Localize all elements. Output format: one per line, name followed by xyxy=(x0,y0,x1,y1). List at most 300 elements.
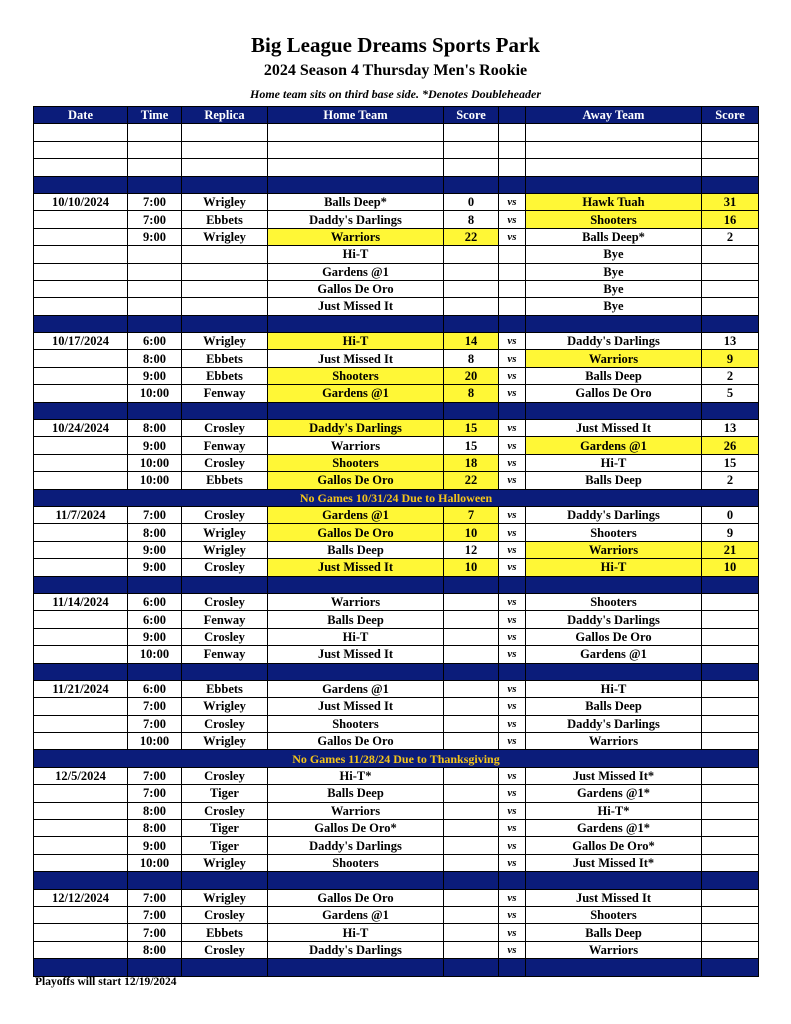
col-header-home-team: Home Team xyxy=(268,107,444,124)
home-score xyxy=(444,698,499,715)
blank-row xyxy=(34,159,759,176)
notice-row xyxy=(34,489,759,506)
away-score xyxy=(702,646,759,663)
empty-cell xyxy=(702,576,759,593)
game-date xyxy=(34,524,128,541)
replica-field: Fenway xyxy=(182,437,268,454)
game-date xyxy=(34,298,128,315)
vs-label: vs xyxy=(499,802,526,819)
empty-cell xyxy=(499,176,526,193)
home-team: Just Missed It xyxy=(268,646,444,663)
empty-cell xyxy=(34,315,128,332)
away-team: Daddy's Darlings xyxy=(526,333,702,350)
empty-cell xyxy=(526,663,702,680)
game-row xyxy=(34,611,759,628)
game-time: 9:00 xyxy=(128,837,182,854)
game-time: 10:00 xyxy=(128,733,182,750)
replica-field: Crosley xyxy=(182,454,268,471)
home-team: Hi-T* xyxy=(268,767,444,784)
home-team: Gardens @1 xyxy=(268,906,444,923)
game-time: 6:00 xyxy=(128,593,182,610)
blank-row xyxy=(34,124,759,141)
game-date: 11/21/2024 xyxy=(34,680,128,697)
home-score xyxy=(444,593,499,610)
empty-cell xyxy=(182,959,268,976)
game-date xyxy=(34,437,128,454)
home-team: Daddy's Darlings xyxy=(268,837,444,854)
empty-cell xyxy=(444,159,499,176)
away-score xyxy=(702,628,759,645)
empty-cell xyxy=(702,663,759,680)
game-date xyxy=(34,541,128,558)
playoffs-footer: Playoffs will start 12/19/2024 xyxy=(35,976,177,988)
home-team: Gallos De Oro xyxy=(268,889,444,906)
empty-cell xyxy=(526,959,702,976)
empty-cell xyxy=(444,576,499,593)
home-score xyxy=(444,906,499,923)
home-team: Daddy's Darlings xyxy=(268,941,444,958)
empty-cell xyxy=(182,576,268,593)
game-time: 7:00 xyxy=(128,193,182,210)
vs-label: vs xyxy=(499,611,526,628)
replica-field: Tiger xyxy=(182,820,268,837)
away-score xyxy=(702,889,759,906)
home-score xyxy=(444,785,499,802)
empty-cell xyxy=(128,176,182,193)
empty-cell xyxy=(526,576,702,593)
home-score: 10 xyxy=(444,559,499,576)
replica-field xyxy=(182,298,268,315)
game-time xyxy=(128,298,182,315)
game-date xyxy=(34,472,128,489)
away-team: Hi-T* xyxy=(526,802,702,819)
game-date xyxy=(34,906,128,923)
game-time: 6:00 xyxy=(128,333,182,350)
home-team: Gallos De Oro xyxy=(268,280,444,297)
empty-cell xyxy=(702,315,759,332)
away-team: Just Missed It* xyxy=(526,767,702,784)
away-score xyxy=(702,941,759,958)
home-score xyxy=(444,628,499,645)
away-score: 16 xyxy=(702,211,759,228)
empty-cell xyxy=(182,124,268,141)
replica-field: Wrigley xyxy=(182,193,268,210)
away-team: Bye xyxy=(526,263,702,280)
away-score: 15 xyxy=(702,454,759,471)
col-header-home-score: Score xyxy=(444,107,499,124)
game-time: 7:00 xyxy=(128,889,182,906)
empty-cell xyxy=(268,141,444,158)
empty-cell xyxy=(182,315,268,332)
game-time: 10:00 xyxy=(128,385,182,402)
separator-row xyxy=(34,176,759,193)
game-row xyxy=(34,785,759,802)
game-time: 9:00 xyxy=(128,437,182,454)
game-row xyxy=(34,820,759,837)
home-score xyxy=(444,854,499,871)
away-score xyxy=(702,733,759,750)
game-row xyxy=(34,593,759,610)
away-score xyxy=(702,924,759,941)
empty-cell xyxy=(702,872,759,889)
game-date xyxy=(34,785,128,802)
empty-cell xyxy=(444,959,499,976)
replica-field: Ebbets xyxy=(182,924,268,941)
away-score xyxy=(702,767,759,784)
vs-label: vs xyxy=(499,559,526,576)
away-team: Shooters xyxy=(526,906,702,923)
replica-field: Wrigley xyxy=(182,889,268,906)
home-team: Warriors xyxy=(268,593,444,610)
vs-label: vs xyxy=(499,211,526,228)
empty-cell xyxy=(444,176,499,193)
empty-cell xyxy=(34,124,128,141)
empty-cell xyxy=(128,315,182,332)
empty-cell xyxy=(499,315,526,332)
game-date xyxy=(34,646,128,663)
home-team: Daddy's Darlings xyxy=(268,211,444,228)
game-time: 9:00 xyxy=(128,628,182,645)
empty-cell xyxy=(702,959,759,976)
home-score: 22 xyxy=(444,472,499,489)
game-time: 8:00 xyxy=(128,350,182,367)
home-team: Gallos De Oro xyxy=(268,524,444,541)
home-score: 8 xyxy=(444,211,499,228)
away-team: Bye xyxy=(526,280,702,297)
replica-field: Wrigley xyxy=(182,698,268,715)
away-team: Daddy's Darlings xyxy=(526,611,702,628)
home-score: 10 xyxy=(444,524,499,541)
home-score xyxy=(444,767,499,784)
game-row xyxy=(34,802,759,819)
vs-label: vs xyxy=(499,715,526,732)
game-time: 10:00 xyxy=(128,646,182,663)
home-team: Gardens @1 xyxy=(268,680,444,697)
vs-label: vs xyxy=(499,889,526,906)
game-date xyxy=(34,628,128,645)
vs-label xyxy=(499,298,526,315)
replica-field: Fenway xyxy=(182,385,268,402)
empty-cell xyxy=(499,141,526,158)
col-header-vs xyxy=(499,107,526,124)
game-row xyxy=(34,211,759,228)
replica-field: Wrigley xyxy=(182,733,268,750)
home-team: Just Missed It xyxy=(268,559,444,576)
vs-label: vs xyxy=(499,820,526,837)
away-score: 0 xyxy=(702,506,759,523)
empty-cell xyxy=(499,576,526,593)
away-team: Warriors xyxy=(526,541,702,558)
game-date xyxy=(34,228,128,245)
empty-cell xyxy=(128,402,182,419)
home-score xyxy=(444,802,499,819)
separator-row xyxy=(34,402,759,419)
vs-label: vs xyxy=(499,454,526,471)
empty-cell xyxy=(182,159,268,176)
game-date: 10/10/2024 xyxy=(34,193,128,210)
game-date xyxy=(34,698,128,715)
game-time: 10:00 xyxy=(128,454,182,471)
away-team: Shooters xyxy=(526,524,702,541)
game-time: 8:00 xyxy=(128,941,182,958)
empty-cell xyxy=(444,402,499,419)
vs-label xyxy=(499,263,526,280)
empty-cell xyxy=(702,141,759,158)
game-time: 6:00 xyxy=(128,680,182,697)
home-score: 20 xyxy=(444,367,499,384)
vs-label: vs xyxy=(499,593,526,610)
vs-label: vs xyxy=(499,350,526,367)
vs-label: vs xyxy=(499,733,526,750)
replica-field: Fenway xyxy=(182,611,268,628)
away-score xyxy=(702,698,759,715)
game-date xyxy=(34,211,128,228)
home-score xyxy=(444,733,499,750)
separator-row xyxy=(34,315,759,332)
empty-cell xyxy=(128,959,182,976)
away-team: Balls Deep* xyxy=(526,228,702,245)
game-date: 11/7/2024 xyxy=(34,506,128,523)
empty-cell xyxy=(499,959,526,976)
home-team: Shooters xyxy=(268,715,444,732)
home-score xyxy=(444,941,499,958)
empty-cell xyxy=(34,663,128,680)
empty-cell xyxy=(268,176,444,193)
vs-label: vs xyxy=(499,837,526,854)
away-score xyxy=(702,611,759,628)
game-row xyxy=(34,906,759,923)
game-row xyxy=(34,333,759,350)
home-score xyxy=(444,680,499,697)
empty-cell xyxy=(444,872,499,889)
away-team: Gardens @1 xyxy=(526,437,702,454)
home-team: Just Missed It xyxy=(268,298,444,315)
empty-cell xyxy=(444,315,499,332)
empty-cell xyxy=(182,141,268,158)
away-score: 13 xyxy=(702,420,759,437)
empty-cell xyxy=(499,159,526,176)
empty-cell xyxy=(702,176,759,193)
game-time: 8:00 xyxy=(128,820,182,837)
game-date xyxy=(34,559,128,576)
empty-cell xyxy=(128,124,182,141)
away-team: Daddy's Darlings xyxy=(526,506,702,523)
away-team: Gardens @1* xyxy=(526,820,702,837)
empty-cell xyxy=(526,124,702,141)
game-date xyxy=(34,280,128,297)
game-date xyxy=(34,820,128,837)
away-score xyxy=(702,785,759,802)
empty-cell xyxy=(128,663,182,680)
home-score xyxy=(444,263,499,280)
game-time: 9:00 xyxy=(128,541,182,558)
replica-field: Ebbets xyxy=(182,350,268,367)
game-date xyxy=(34,924,128,941)
home-team: Hi-T xyxy=(268,333,444,350)
away-score xyxy=(702,854,759,871)
home-team: Balls Deep xyxy=(268,611,444,628)
away-score xyxy=(702,263,759,280)
replica-field: Crosley xyxy=(182,628,268,645)
game-time xyxy=(128,280,182,297)
game-date xyxy=(34,350,128,367)
game-time: 7:00 xyxy=(128,715,182,732)
empty-cell xyxy=(268,872,444,889)
empty-cell xyxy=(182,663,268,680)
away-score: 10 xyxy=(702,559,759,576)
separator-row xyxy=(34,959,759,976)
empty-cell xyxy=(444,663,499,680)
replica-field xyxy=(182,280,268,297)
game-row xyxy=(34,941,759,958)
vs-label xyxy=(499,246,526,263)
away-score: 13 xyxy=(702,333,759,350)
home-score: 0 xyxy=(444,193,499,210)
away-team: Gallos De Oro xyxy=(526,628,702,645)
game-row xyxy=(34,680,759,697)
col-header-away-score: Score xyxy=(702,107,759,124)
game-date xyxy=(34,802,128,819)
home-score xyxy=(444,837,499,854)
game-row xyxy=(34,924,759,941)
vs-label: vs xyxy=(499,472,526,489)
away-team: Hi-T xyxy=(526,454,702,471)
game-date: 10/24/2024 xyxy=(34,420,128,437)
separator-row xyxy=(34,576,759,593)
home-team: Hi-T xyxy=(268,628,444,645)
vs-label: vs xyxy=(499,767,526,784)
game-time: 9:00 xyxy=(128,228,182,245)
home-score xyxy=(444,246,499,263)
away-score: 21 xyxy=(702,541,759,558)
home-team: Warriors xyxy=(268,437,444,454)
empty-cell xyxy=(268,315,444,332)
away-score xyxy=(702,593,759,610)
home-score: 22 xyxy=(444,228,499,245)
home-team: Gardens @1 xyxy=(268,263,444,280)
empty-cell xyxy=(499,663,526,680)
replica-field: Ebbets xyxy=(182,680,268,697)
empty-cell xyxy=(128,159,182,176)
empty-cell xyxy=(526,402,702,419)
empty-cell xyxy=(128,576,182,593)
game-date xyxy=(34,367,128,384)
vs-label: vs xyxy=(499,228,526,245)
home-score: 14 xyxy=(444,333,499,350)
away-team: Bye xyxy=(526,246,702,263)
game-row xyxy=(34,228,759,245)
home-score: 7 xyxy=(444,506,499,523)
away-team: Hi-T xyxy=(526,680,702,697)
blank-row xyxy=(34,141,759,158)
vs-label: vs xyxy=(499,385,526,402)
replica-field: Crosley xyxy=(182,941,268,958)
replica-field: Crosley xyxy=(182,767,268,784)
game-date xyxy=(34,385,128,402)
game-time: 8:00 xyxy=(128,420,182,437)
game-date xyxy=(34,715,128,732)
schedule-table xyxy=(33,106,759,977)
empty-cell xyxy=(526,872,702,889)
home-team: Shooters xyxy=(268,854,444,871)
page-subtitle: 2024 Season 4 Thursday Men's Rookie xyxy=(263,62,528,79)
home-score: 12 xyxy=(444,541,499,558)
vs-label: vs xyxy=(499,906,526,923)
empty-cell xyxy=(526,176,702,193)
empty-cell xyxy=(34,141,128,158)
vs-label xyxy=(499,280,526,297)
replica-field: Crosley xyxy=(182,593,268,610)
game-time: 10:00 xyxy=(128,472,182,489)
empty-cell xyxy=(34,402,128,419)
empty-cell xyxy=(268,402,444,419)
game-row xyxy=(34,715,759,732)
game-row xyxy=(34,541,759,558)
replica-field: Tiger xyxy=(182,785,268,802)
replica-field: Crosley xyxy=(182,559,268,576)
home-team: Shooters xyxy=(268,454,444,471)
empty-cell xyxy=(526,315,702,332)
game-row xyxy=(34,367,759,384)
game-date xyxy=(34,263,128,280)
replica-field: Wrigley xyxy=(182,541,268,558)
game-row xyxy=(34,698,759,715)
empty-cell xyxy=(182,872,268,889)
away-score: 2 xyxy=(702,367,759,384)
game-time: 7:00 xyxy=(128,698,182,715)
replica-field: Wrigley xyxy=(182,524,268,541)
vs-label: vs xyxy=(499,333,526,350)
col-header-replica: Replica xyxy=(182,107,268,124)
empty-cell xyxy=(526,141,702,158)
game-row xyxy=(34,385,759,402)
home-score xyxy=(444,280,499,297)
game-row xyxy=(34,420,759,437)
vs-label: vs xyxy=(499,420,526,437)
page-title: Big League Dreams Sports Park xyxy=(251,33,540,57)
schedule-note: Home team sits on third base side. *Denotes Doubleheader xyxy=(250,87,541,101)
game-row xyxy=(34,437,759,454)
game-time: 7:00 xyxy=(128,924,182,941)
replica-field: Wrigley xyxy=(182,333,268,350)
replica-field: Wrigley xyxy=(182,854,268,871)
away-score: 9 xyxy=(702,524,759,541)
game-time: 7:00 xyxy=(128,211,182,228)
away-score xyxy=(702,280,759,297)
game-row xyxy=(34,193,759,210)
away-team: Gallos De Oro* xyxy=(526,837,702,854)
home-score xyxy=(444,715,499,732)
game-date xyxy=(34,733,128,750)
game-row xyxy=(34,854,759,871)
away-team: Balls Deep xyxy=(526,472,702,489)
home-team: Warriors xyxy=(268,228,444,245)
away-team: Balls Deep xyxy=(526,367,702,384)
vs-label: vs xyxy=(499,541,526,558)
game-date xyxy=(34,454,128,471)
vs-label: vs xyxy=(499,854,526,871)
empty-cell xyxy=(34,872,128,889)
game-row xyxy=(34,350,759,367)
game-date: 12/12/2024 xyxy=(34,889,128,906)
game-date xyxy=(34,854,128,871)
home-score xyxy=(444,646,499,663)
game-date: 11/14/2024 xyxy=(34,593,128,610)
vs-label: vs xyxy=(499,646,526,663)
game-time: 7:00 xyxy=(128,506,182,523)
game-row xyxy=(34,889,759,906)
away-team: Shooters xyxy=(526,211,702,228)
